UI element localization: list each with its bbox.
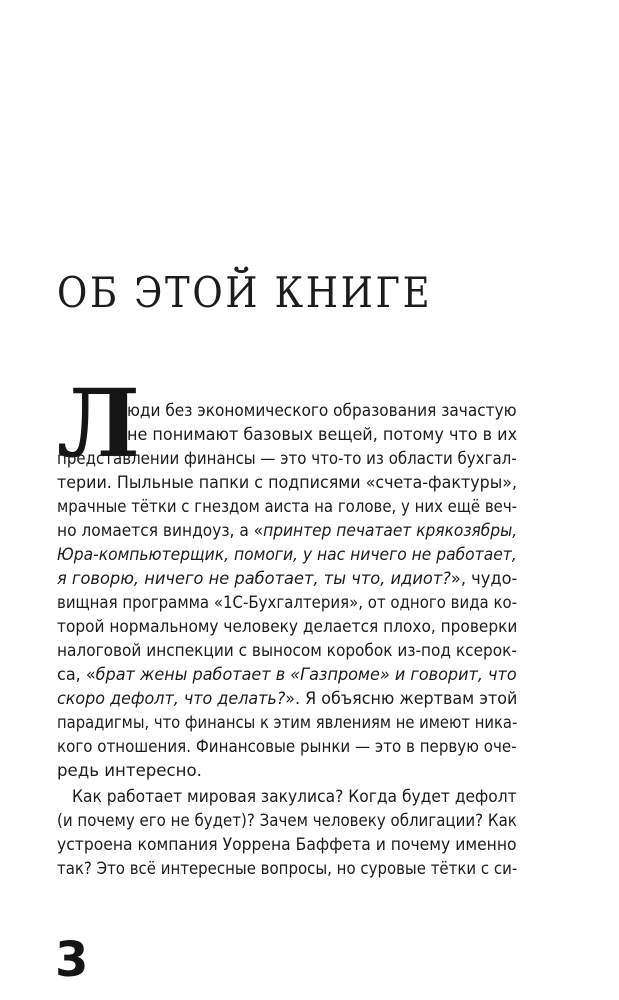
text-run: так? Это всё интересные вопросы, но суровые тётки с си-	[57, 859, 518, 878]
text-run: терии. Пыльные папки с подписями «счета-фактуры»,	[57, 473, 518, 492]
chapter-title: ОБ ЭТОЙ КНИГЕ	[57, 268, 433, 317]
text-line	[57, 543, 517, 567]
text-run: брат жены работает в «Газпроме» и говорит, что	[95, 665, 517, 684]
text-run: редь интересно.	[57, 761, 202, 780]
text-line	[57, 471, 517, 495]
text-run: но ломается виндоуз, а «	[57, 521, 264, 540]
text-line	[127, 423, 517, 447]
text-run: я говорю, ничего не работает, ты что, идиот?	[57, 569, 451, 588]
text-line	[57, 591, 517, 615]
text-line	[57, 759, 202, 783]
text-line	[57, 447, 517, 471]
text-run: », чудо-	[450, 569, 518, 588]
text-run: вищная программа «1С-Бухгалтерия», от одного вида ко-	[57, 593, 518, 612]
text-line	[127, 399, 517, 423]
text-run: кого отношения. Финансовые рынки — это в первую оче-	[57, 737, 517, 756]
text-run: юди без экономического образования зачастую	[127, 401, 517, 420]
text-run: Юра-компьютерщик, помоги, у нас ничего не работает,	[57, 545, 517, 564]
text-line	[57, 615, 517, 639]
text-line	[72, 785, 517, 809]
text-run: не понимают базовых вещей, потому что в их	[127, 425, 518, 444]
text-run: принтер печатает крякозябры,	[263, 521, 518, 540]
text-line	[57, 687, 517, 711]
text-run: (и почему его не будет)? Зачем человеку облигации? Как	[57, 811, 517, 830]
text-line	[57, 711, 517, 735]
text-run: Как работает мировая закулиса? Когда будет дефолт	[72, 787, 517, 806]
text-run: торой нормальному человеку делается плохо, проверки	[57, 617, 518, 636]
text-line	[57, 639, 517, 663]
text-line	[57, 857, 517, 881]
text-line	[57, 519, 517, 543]
text-run: представлении финансы — это что-то из области бухгал-	[57, 449, 517, 468]
text-run: ». Я объясню жертвам этой	[285, 689, 518, 708]
text-line	[57, 809, 517, 833]
text-line	[57, 833, 517, 857]
text-run: налоговой инспекции с выносом коробок из-под ксерок-	[57, 641, 517, 660]
text-line	[57, 567, 517, 591]
text-run: мрачные тётки с гнездом аиста на голове, у них ещё веч-	[57, 497, 518, 516]
text-run: са, «	[57, 665, 96, 684]
text-run: парадигмы, что финансы к этим явлениям не имеют ника-	[57, 713, 518, 732]
page-number: 3	[55, 932, 89, 988]
text-run: устроена компания Уоррена Баффета и почему именно	[57, 835, 517, 854]
text-run: скоро дефолт, что делать?	[57, 689, 286, 708]
text-line	[57, 495, 517, 519]
text-line	[57, 735, 517, 759]
text-line	[57, 663, 517, 687]
drop-cap: Л	[57, 369, 141, 479]
